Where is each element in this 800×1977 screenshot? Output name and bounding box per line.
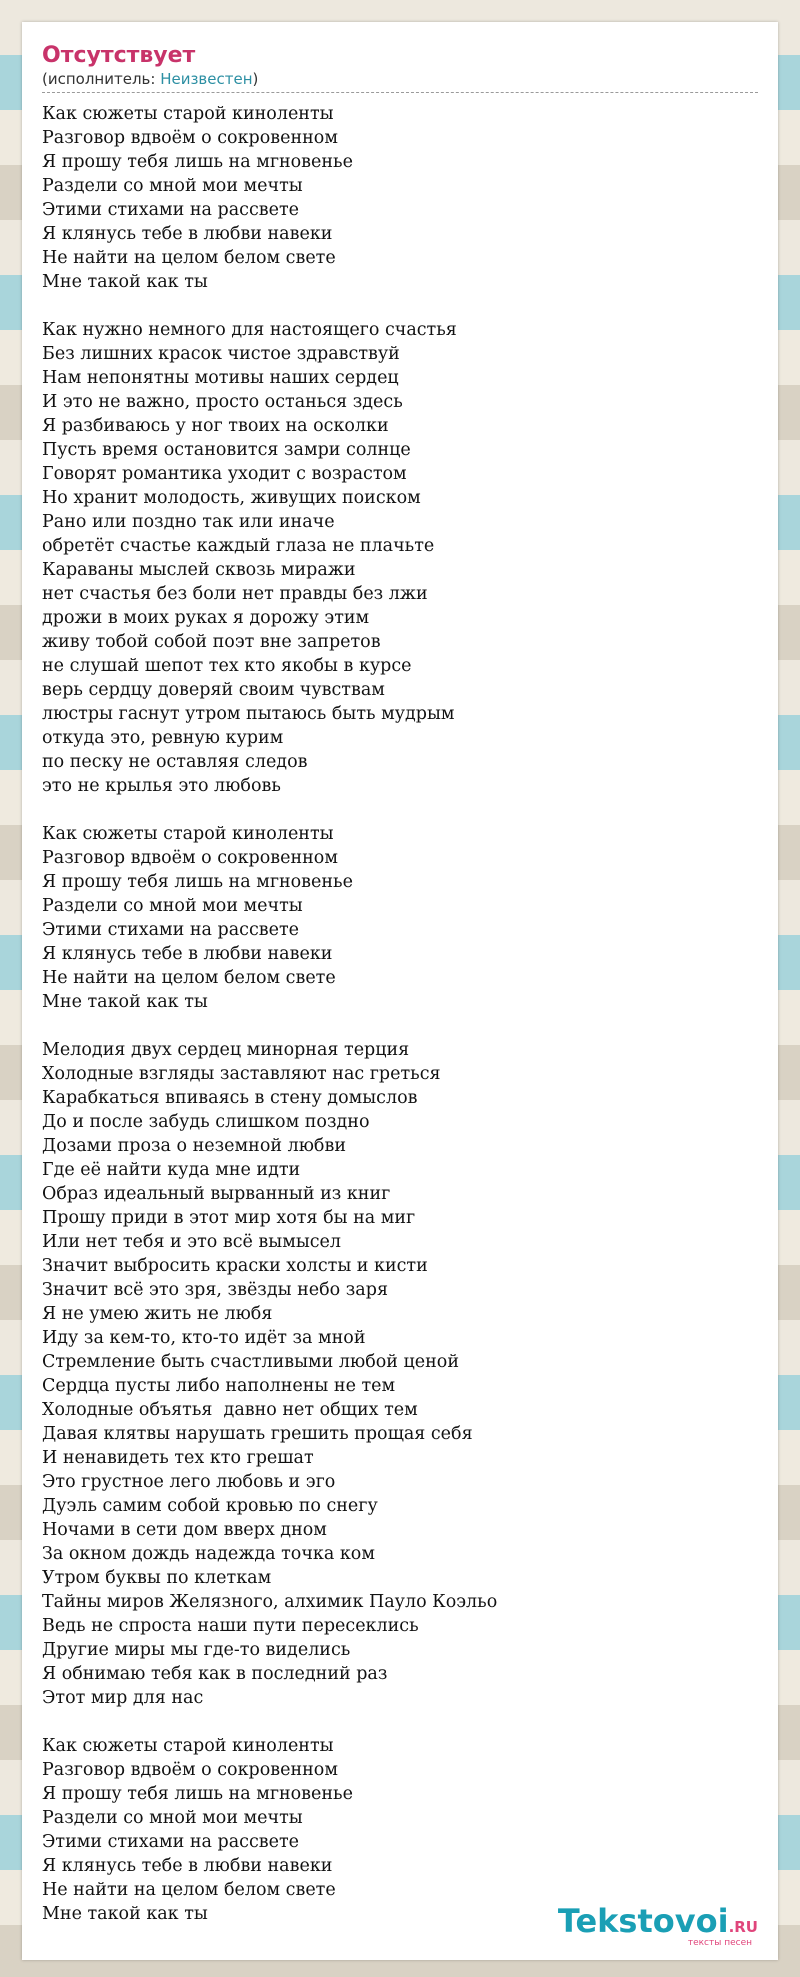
lyric-line: откуда это, ревную курим [42,728,284,748]
lyric-line: Караваны мыслей сквозь миражи [42,560,356,580]
lyric-line: Как сюжеты старой киноленты [42,1736,334,1756]
stanza-break [42,294,758,318]
lyrics-page [22,22,778,1960]
lyric-line: Разговор вдвоём о сокровенном [42,848,338,868]
lyric-line: не слушай шепот тех кто якобы в курсе [42,656,412,676]
song-title: Отсутствует [42,43,196,68]
lyric-line: Утром буквы по клеткам [42,1568,272,1588]
lyric-line: Дуэль самим собой кровью по снегу [42,1496,378,1516]
lyric-line: Я клянусь тебе в любви навеки [42,944,333,964]
lyric-line: по песку не оставляя следов [42,752,308,772]
lyric-line: И ненавидеть тех кто грешат [42,1448,314,1468]
lyric-line: живу тобой собой поэт вне запретов [42,632,381,652]
lyric-line: Разговор вдвоём о сокровенном [42,1760,338,1780]
lyric-line: Где её найти куда мне идти [42,1160,301,1180]
lyric-line: Я прошу тебя лишь на мгновенье [42,1784,353,1804]
lyric-line: Мелодия двух сердец минорная терция [42,1040,410,1060]
lyric-line: Давая клятвы нарушать грешить прощая себя [42,1424,473,1444]
logo-tld: .RU [728,1918,758,1936]
lyric-line: Раздели со мной мои мечты [42,896,303,916]
lyrics-text [42,102,758,1926]
lyric-line: Раздели со мной мои мечты [42,176,303,196]
lyric-line: Дозами проза о неземной любви [42,1136,346,1156]
lyric-line: До и после забудь слишком поздно [42,1112,370,1132]
lyric-line: Я клянусь тебе в любви навеки [42,224,333,244]
lyric-line: Как сюжеты старой киноленты [42,104,334,124]
lyric-line: Я прошу тебя лишь на мгновенье [42,152,353,172]
lyric-line: Не найти на целом белом свете [42,968,336,988]
lyric-line: дрожи в моих руках я дорожу этим [42,608,370,628]
lyric-line: Нам непонятны мотивы наших сердец [42,368,399,388]
stanza-break [42,1014,758,1038]
lyric-line: Но хранит молодость, живущих поиском [42,488,421,508]
lyric-line: Без лишних красок чистое здравствуй [42,344,400,364]
lyric-line: Ночами в сети дом вверх дном [42,1520,327,1540]
lyric-line: Значит всё это зря, звёзды небо заря [42,1280,388,1300]
artist-prefix: (исполнитель: [42,70,161,88]
lyric-line: Или нет тебя и это всё вымысел [42,1232,342,1252]
lyric-line: Я не умею жить не любя [42,1304,273,1324]
lyric-line: Иду за кем-то, кто-то идёт за мной [42,1328,366,1348]
lyric-line: Прошу приди в этот мир хотя бы на миг [42,1208,416,1228]
lyric-line: Ведь не спроста наши пути пересеклись [42,1616,419,1636]
lyric-line: Разговор вдвоём о сокровенном [42,128,338,148]
lyric-line: Тайны миров Желязного, алхимик Пауло Коэльо [42,1592,498,1612]
lyric-line: И это не важно, просто останься здесь [42,392,403,412]
lyric-line: Как сюжеты старой киноленты [42,824,334,844]
lyric-line: Как нужно немного для настоящего счастья [42,320,457,340]
lyric-line: Этими стихами на рассвете [42,920,300,940]
lyric-line: Этот мир для нас [42,1688,204,1708]
stanza-break [42,798,758,822]
lyric-line: Образ идеальный вырванный из книг [42,1184,391,1204]
lyric-line: Раздели со мной мои мечты [42,1808,303,1828]
lyric-line: Я обнимаю тебя как в последний раз [42,1664,388,1684]
lyric-line: это не крылья это любовь [42,776,281,796]
lyric-line: Значит выбросить краски холсты и кисти [42,1256,428,1276]
lyric-line: Я разбиваюсь у ног твоих на осколки [42,416,389,436]
lyric-line: Этими стихами на рассвете [42,200,300,220]
lyric-line: Сердца пусты либо наполнены не тем [42,1376,396,1396]
lyric-line: люстры гаснут утром пытаюсь быть мудрым [42,704,455,724]
lyric-line: Холодные взгляды заставляют нас греться [42,1064,441,1084]
lyric-line: Карабкаться впиваясь в стену домыслов [42,1088,418,1108]
lyric-line: Не найти на целом белом свете [42,1880,336,1900]
lyric-line: Стремление быть счастливыми любой ценой [42,1352,460,1372]
lyric-line: Холодные объятья давно нет общих тем [42,1400,418,1420]
lyric-line: обретёт счастье каждый глаза не плачьте [42,536,435,556]
lyric-line: Мне такой как ты [42,1904,208,1924]
logo-brand: Tekstovoi [557,1902,729,1940]
lyric-line: Не найти на целом белом свете [42,248,336,268]
lyric-line: Мне такой как ты [42,992,208,1012]
lyric-line: Этими стихами на рассвете [42,1832,300,1852]
logo-wordmark [538,1904,758,1938]
lyric-line: нет счастья без боли нет правды без лжи [42,584,428,604]
artist-line [42,70,758,93]
artist-suffix: ) [252,70,259,88]
logo-tagline: тексты песен [687,1938,752,1948]
lyric-line: Рано или поздно так или иначе [42,512,335,532]
artist-link[interactable]: Неизвестен [160,70,253,88]
lyric-line: верь сердцу доверяй своим чувствам [42,680,385,700]
lyric-line: Говорят романтика уходит с возрастом [42,464,407,484]
stanza-break [42,1710,758,1734]
lyric-line: Я прошу тебя лишь на мгновенье [42,872,353,892]
lyric-line: Другие миры мы где-то виделись [42,1640,351,1660]
lyric-line: Я клянусь тебе в любви навеки [42,1856,333,1876]
lyric-line: Пусть время остановится замри солнце [42,440,411,460]
lyric-line: Это грустное лего любовь и эго [42,1472,336,1492]
lyric-line: Мне такой как ты [42,272,208,292]
lyric-line: За окном дождь надежда точка ком [42,1544,375,1564]
site-logo[interactable] [538,1904,758,1950]
